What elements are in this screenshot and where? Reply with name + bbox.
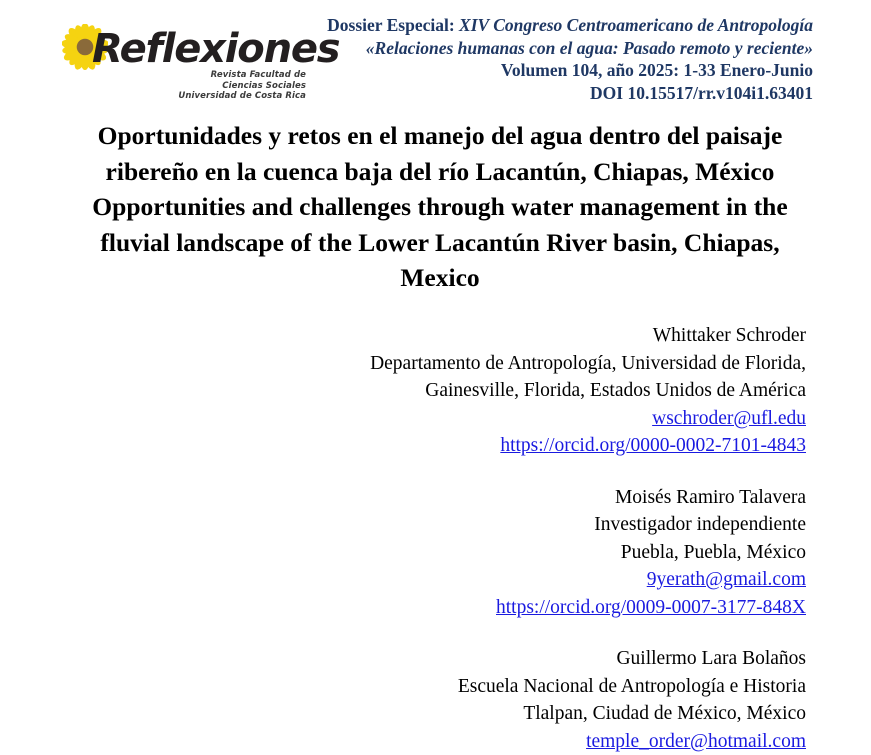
dossier-title: XIV Congreso Centroamericano de Antropología [459, 15, 813, 35]
journal-logo-subtitle-line1: Revista Facultad de Ciencias Sociales [211, 70, 306, 91]
author-affiliation-line: Gainesville, Florida, Estados Unidos de América [70, 377, 806, 405]
article-titles [70, 118, 810, 296]
author-orcid-link[interactable]: https://orcid.org/0009-0007-3177-848X [70, 594, 806, 622]
title-spanish-line-1: Oportunidades y retos en el manejo del agua dentro del paisaje [70, 118, 810, 154]
journal-logo-subtitle-line2: Universidad de Costa Rica [178, 91, 306, 101]
journal-masthead [0, 8, 871, 108]
title-english-line-2: fluvial landscape of the Lower Lacantún River basin, Chiapas, [70, 225, 810, 261]
author-email-link[interactable]: temple_order@hotmail.com [70, 728, 806, 755]
author-block [70, 645, 806, 755]
doi-info: DOI 10.15517/rr.v104i1.63401 [273, 82, 813, 105]
author-affiliation-line: Puebla, Puebla, México [70, 539, 806, 567]
author-name: Whittaker Schroder [70, 322, 806, 350]
dossier-subtitle: «Relaciones humanas con el agua: Pasado remoto y reciente» [273, 37, 813, 60]
author-block [70, 322, 806, 460]
author-affiliation-line: Escuela Nacional de Antropología e Historia [70, 673, 806, 701]
title-spanish-line-2: ribereño en la cuenca baja del río Lacantún, Chiapas, México [70, 154, 810, 190]
author-block [70, 484, 806, 622]
author-list [70, 322, 806, 755]
journal-logo [62, 18, 307, 100]
journal-wordmark: Reflexiones [92, 26, 339, 72]
dossier-info [273, 14, 813, 104]
dossier-label: Dossier Especial: [327, 15, 455, 35]
author-affiliation-line: Departamento de Antropología, Universidad de Florida, [70, 350, 806, 378]
title-english-line-1: Opportunities and challenges through water management in the [70, 189, 810, 225]
volume-info: Volumen 104, año 2025: 1-33 Enero-Junio [273, 59, 813, 82]
dossier-title-line [273, 14, 813, 37]
author-email-link[interactable]: wschroder@ufl.edu [70, 405, 806, 433]
author-name: Guillermo Lara Bolaños [70, 645, 806, 673]
title-english-line-3: Mexico [70, 260, 810, 296]
author-email-link[interactable]: 9yerath@gmail.com [70, 566, 806, 594]
author-orcid-link[interactable]: https://orcid.org/0000-0002-7101-4843 [70, 432, 806, 460]
author-affiliation-line: Tlalpan, Ciudad de México, México [70, 700, 806, 728]
author-name: Moisés Ramiro Talavera [70, 484, 806, 512]
author-affiliation-line: Investigador independiente [70, 511, 806, 539]
